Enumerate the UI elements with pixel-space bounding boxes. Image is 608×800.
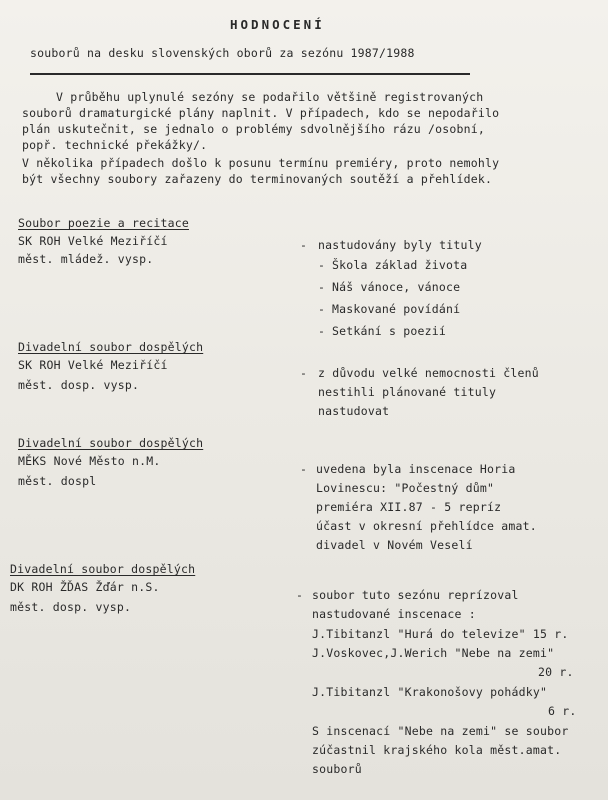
section-note: 6 r. bbox=[548, 704, 577, 718]
section-note: divadel v Novém Veselí bbox=[316, 538, 473, 552]
section-note: Setkání s poezií bbox=[332, 324, 446, 338]
section-note: nastudovat bbox=[318, 404, 390, 418]
dash-mark: - bbox=[296, 588, 303, 602]
dash-mark: - bbox=[318, 258, 325, 272]
section-org: SK ROH Velké Meziříčí bbox=[18, 358, 168, 372]
section-heading: Divadelní soubor dospělých bbox=[10, 562, 196, 576]
section-note: Lovinescu: "Počestný dům" bbox=[316, 481, 495, 495]
section-note: nastudovány byly tituly bbox=[318, 238, 482, 252]
section-note: 20 r. bbox=[538, 665, 574, 679]
section-note: souborů bbox=[312, 762, 362, 776]
section-note: S inscenací "Nebe na zemi" se soubor bbox=[312, 724, 569, 738]
dash-mark: - bbox=[300, 462, 307, 476]
dash-mark: - bbox=[318, 302, 325, 316]
section-note: premiéra XII.87 - 5 repríz bbox=[316, 500, 502, 514]
document-title: HODNOCENÍ bbox=[230, 17, 325, 32]
dash-mark: - bbox=[300, 238, 307, 252]
section-org: měst. dosp. vysp. bbox=[18, 378, 140, 392]
section-note: Škola základ života bbox=[332, 258, 468, 272]
section-org: DK ROH ŽĎAS Žďár n.S. bbox=[10, 580, 160, 594]
intro-line: být všechny soubory zařazeny do terminovaných soutěží a přehlídek. bbox=[22, 172, 493, 186]
section-note: účast v okresní přehlídce amat. bbox=[316, 519, 537, 533]
intro-line: popř. technické překážky/. bbox=[22, 138, 208, 152]
section-note: zúčastnil krajského kola měst.amat. bbox=[312, 743, 562, 757]
section-org: měst. mládež. vysp. bbox=[18, 252, 154, 266]
section-note: J.Voskovec,J.Werich "Nebe na zemi" bbox=[312, 646, 555, 660]
section-org: měst. dospl bbox=[18, 474, 97, 488]
section-note: z důvodu velké nemocnosti členů bbox=[318, 366, 539, 380]
dash-mark: - bbox=[318, 324, 325, 338]
document-subtitle: souborů na desku slovenských oborů za sezónu 1987/1988 bbox=[30, 46, 415, 60]
intro-line: souborů dramaturgické plány naplnit. V případech, kdo se nepodařilo bbox=[22, 106, 500, 120]
intro-line: V průběhu uplynulé sezóny se podařilo většině registrovaných bbox=[56, 90, 484, 104]
dash-mark: - bbox=[300, 366, 307, 380]
section-heading: Divadelní soubor dospělých bbox=[18, 436, 204, 450]
section-note: soubor tuto sezónu reprízoval bbox=[312, 588, 519, 602]
section-org: měst. dosp. vysp. bbox=[10, 600, 132, 614]
subtitle-rule bbox=[30, 73, 470, 75]
section-note: uvedena byla inscenace Horia bbox=[316, 462, 516, 476]
section-org: SK ROH Velké Meziříčí bbox=[18, 234, 168, 248]
section-note: Maskované povídání bbox=[332, 302, 461, 316]
section-note: nestihli plánované tituly bbox=[318, 385, 497, 399]
section-note: Náš vánoce, vánoce bbox=[332, 280, 461, 294]
section-heading: Soubor poezie a recitace bbox=[18, 216, 189, 230]
intro-line: V několika případech došlo k posunu termínu premiéry, proto nemohly bbox=[22, 156, 500, 170]
section-note: J.Tibitanzl "Hurá do televize" 15 r. bbox=[312, 627, 569, 641]
intro-line: plán uskutečnit, se jednalo o problémy sdvolnějšího rázu /osobní, bbox=[22, 122, 486, 136]
dash-mark: - bbox=[318, 280, 325, 294]
section-note: J.Tibitanzl "Krakonošovy pohádky" bbox=[312, 685, 548, 699]
section-org: MĚKS Nové Město n.M. bbox=[18, 454, 161, 468]
section-heading: Divadelní soubor dospělých bbox=[18, 340, 204, 354]
section-note: nastudované inscenace : bbox=[312, 607, 476, 621]
